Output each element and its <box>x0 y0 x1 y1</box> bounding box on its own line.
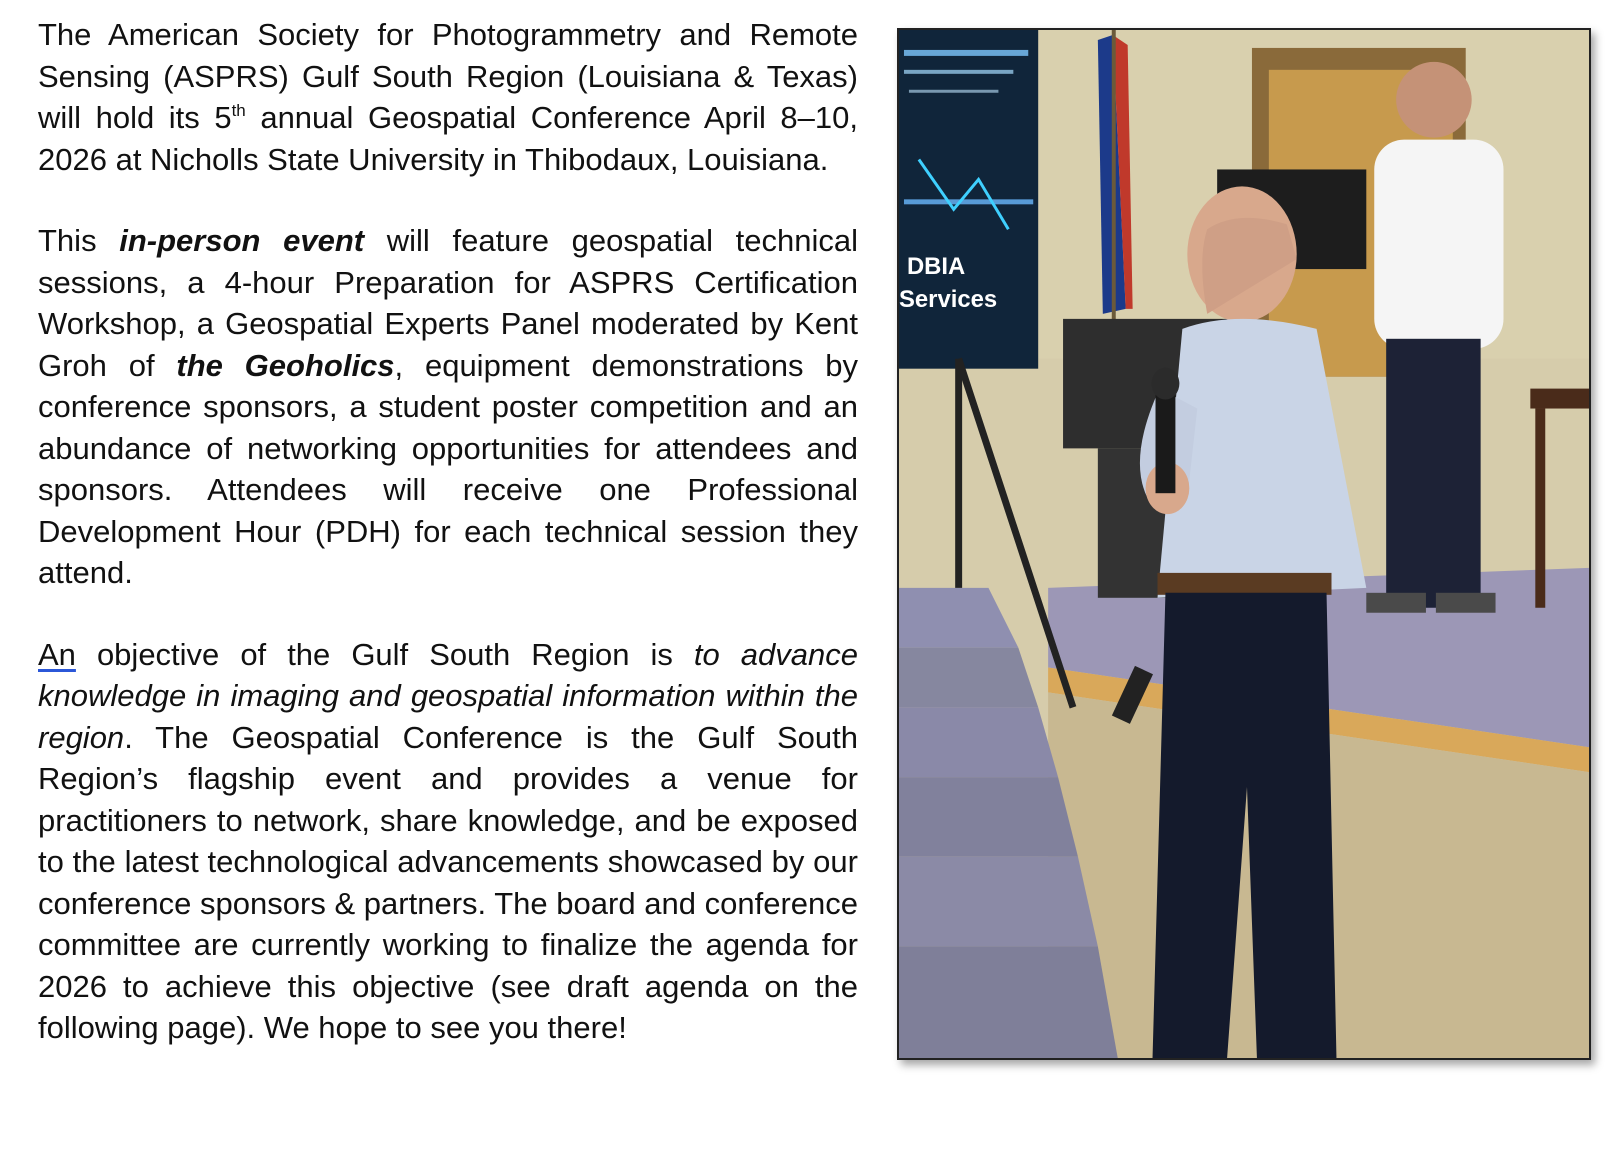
speaker-photo <box>897 28 1591 1060</box>
article-text <box>38 14 858 1049</box>
objective-paragraph <box>38 634 858 1049</box>
screen-text-line-1: DBIA <box>906 253 966 281</box>
objective-italic: to advance knowledge in imaging and geospatial information within the region <box>38 636 858 755</box>
event-paragraph <box>38 220 858 594</box>
event-text-lead: This <box>38 223 120 258</box>
microphone-icon <box>1156 384 1176 494</box>
intro-text-continued: annual Geospatial Conference April 8–10, 2026 at Nicholls State University in Thibodaux, Louisiana. <box>38 100 858 177</box>
objective-text-tail: . The Geospatial Conference is the Gulf South Region’s flagship event and provides a venue for practitioners to network, share knowledge, and be exposed to the latest technological advancements showcased by our conference sponsors & partners. The board and conference committee are currently working to finalize the agenda for 2026 to achieve this objective (see draft agenda on the following page). We hope to see you there! <box>38 719 858 1045</box>
geoholics-name: the Geoholics <box>176 347 395 383</box>
in-person-emphasis: in-person event <box>119 223 365 258</box>
objective-first-word: An <box>38 636 76 672</box>
ordinal-suffix: th <box>231 101 246 120</box>
speaker-photo-illustration <box>899 30 1589 1058</box>
event-text: will feature geospatial technical sessions, a 4-hour Preparation for ASPRS Certification Workshop, a Geospatial Experts Panel moderated by Kent Groh of <box>38 223 858 383</box>
intro-text: The American Society for Photogrammetry and Remote Sensing (ASPRS) Gulf South Region (Louisiana & Texas) will hold its 5 <box>38 17 858 135</box>
screen-text-line-2: Services <box>899 285 998 313</box>
objective-text-lead: objective of the Gulf South Region is <box>75 636 694 672</box>
event-text-tail: , equipment demonstrations by conference sponsors, a student poster competition and an abundance of networking opportunities for attendees and sponsors. Attendees will receive one Professional Development Hour (PDH) for each technical session they attend. <box>38 347 859 590</box>
intro-paragraph <box>38 14 858 180</box>
